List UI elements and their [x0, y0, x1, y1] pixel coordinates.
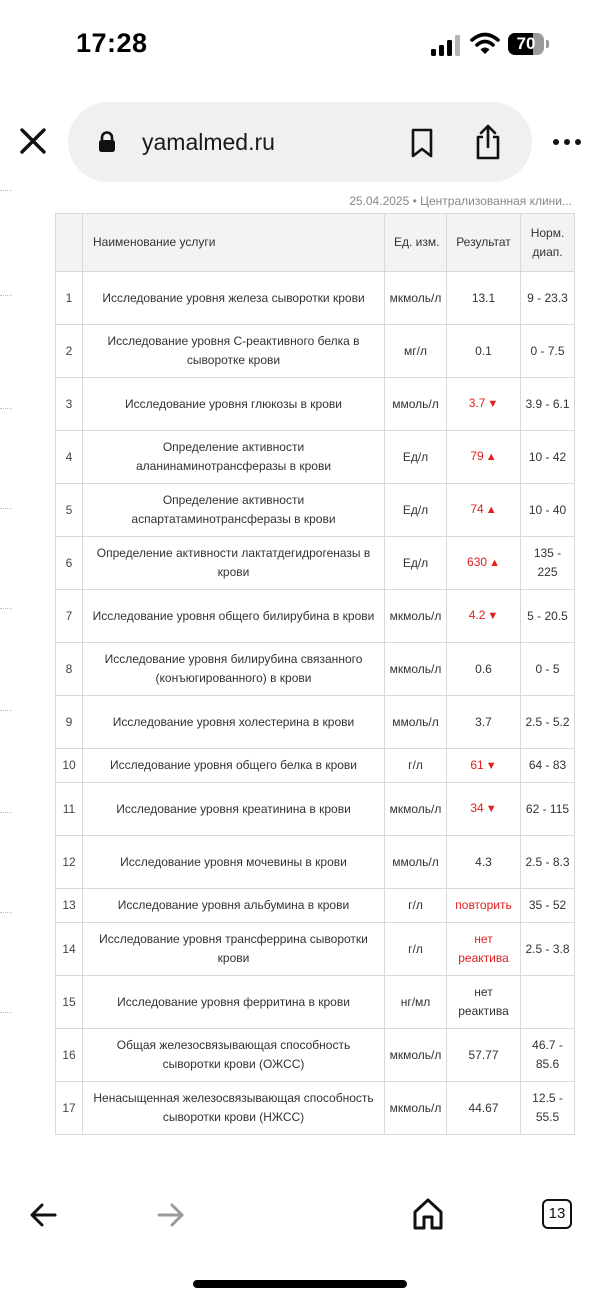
result-cell	[447, 976, 521, 1029]
table-row	[56, 325, 575, 378]
left-edge-marker	[0, 190, 12, 193]
result-value: 0.1	[475, 343, 492, 358]
header-result: Результат	[447, 214, 521, 272]
unit-cell: мг/л	[385, 325, 447, 378]
range-cell: 2.5 - 5.2	[521, 696, 575, 749]
page-meta: 25.04.2025 • Централизованная клини...	[349, 194, 572, 208]
result-cell	[447, 696, 521, 749]
home-indicator	[193, 1280, 407, 1288]
result-cell	[447, 325, 521, 378]
result-value: 57.77	[468, 1047, 499, 1062]
row-index: 13	[56, 889, 83, 923]
unit-cell: Ед/л	[385, 537, 447, 590]
unit-cell: г/л	[385, 749, 447, 783]
row-index: 7	[56, 590, 83, 643]
arrow-down-icon: ▼	[485, 803, 497, 815]
unit-cell: г/л	[385, 889, 447, 923]
service-name: Исследование уровня С-реактивного белка в сыворотке крови	[83, 325, 385, 378]
table-header-row	[56, 214, 575, 272]
service-name: Исследование уровня общего билирубина в крови	[83, 590, 385, 643]
range-cell: 0 - 5	[521, 643, 575, 696]
battery-icon	[508, 33, 550, 55]
table-row	[56, 484, 575, 537]
result-cell	[447, 749, 521, 783]
range-cell	[521, 976, 575, 1029]
result-value: 61	[470, 757, 484, 772]
result-cell	[447, 836, 521, 889]
table-row	[56, 537, 575, 590]
result-value: 74	[470, 502, 484, 516]
range-cell: 64 - 83	[521, 749, 575, 783]
arrow-down-icon: ▼	[485, 759, 497, 772]
row-index: 10	[56, 749, 83, 783]
header-index	[56, 214, 83, 272]
result-cell	[447, 923, 521, 976]
result-cell	[447, 783, 521, 836]
table-row	[56, 783, 575, 836]
unit-cell: Ед/л	[385, 431, 447, 484]
wifi-icon	[470, 32, 500, 56]
result-value: 79	[470, 449, 484, 463]
result-cell	[447, 1082, 521, 1135]
service-name: Исследование уровня холестерина в крови	[83, 696, 385, 749]
range-cell: 62 - 115	[521, 783, 575, 836]
range-cell: 2.5 - 8.3	[521, 836, 575, 889]
result-value: нет реактива	[458, 932, 509, 965]
service-name: Ненасыщенная железосвязывающая способность сыворотки крови (НЖСС)	[83, 1082, 385, 1135]
result-cell	[447, 590, 521, 643]
address-bar[interactable]	[68, 102, 532, 182]
row-index: 11	[56, 783, 83, 836]
row-index: 16	[56, 1029, 83, 1082]
table-row	[56, 1029, 575, 1082]
range-cell: 46.7 - 85.6	[521, 1029, 575, 1082]
service-name: Исследование уровня креатинина в крови	[83, 783, 385, 836]
range-cell: 12.5 - 55.5	[521, 1082, 575, 1135]
result-value: повторить	[455, 898, 512, 912]
range-cell: 5 - 20.5	[521, 590, 575, 643]
service-name: Определение активности лактатдегидрогеназы в крови	[83, 537, 385, 590]
service-name: Исследование уровня железа сыворотки крови	[83, 272, 385, 325]
row-index: 6	[56, 537, 83, 590]
cellular-signal-icon	[430, 34, 460, 56]
table-row	[56, 696, 575, 749]
arrow-down-icon: ▼	[487, 610, 499, 622]
unit-cell: г/л	[385, 923, 447, 976]
result-value: 44.67	[468, 1100, 499, 1115]
forward-arrow-icon[interactable]	[156, 1202, 186, 1228]
table-row	[56, 749, 575, 783]
range-cell: 3.9 - 6.1	[521, 378, 575, 431]
result-value: 3.7	[475, 714, 492, 729]
table-row	[56, 431, 575, 484]
arrow-up-icon: ▲	[485, 504, 497, 516]
left-edge-marker	[0, 812, 12, 815]
result-cell	[447, 889, 521, 923]
row-index: 5	[56, 484, 83, 537]
table-row	[56, 889, 575, 923]
service-name: Исследование уровня альбумина в крови	[83, 889, 385, 923]
battery-level: 70	[516, 34, 536, 53]
arrow-down-icon: ▼	[487, 398, 499, 410]
service-name: Исследование уровня ферритина в крови	[83, 976, 385, 1029]
result-value: 34	[470, 801, 484, 815]
row-index: 17	[56, 1082, 83, 1135]
left-edge-marker	[0, 1012, 12, 1015]
range-cell: 10 - 42	[521, 431, 575, 484]
left-edge-marker	[0, 408, 12, 411]
result-value: 3.7	[468, 396, 486, 410]
arrow-up-icon: ▲	[485, 451, 497, 463]
left-edge-marker	[0, 295, 12, 298]
tabs-count-button[interactable]: 13	[542, 1199, 572, 1229]
service-name: Исследование уровня мочевины в крови	[83, 836, 385, 889]
lock-icon	[98, 131, 116, 153]
service-name: Исследование уровня глюкозы в крови	[83, 378, 385, 431]
service-name: Определение активности аспартатаминотрансферазы в крови	[83, 484, 385, 537]
result-cell	[447, 431, 521, 484]
unit-cell: нг/мл	[385, 976, 447, 1029]
bookmark-icon[interactable]	[410, 128, 434, 158]
unit-cell: мкмоль/л	[385, 783, 447, 836]
status-bar	[0, 0, 600, 90]
unit-cell: ммоль/л	[385, 696, 447, 749]
result-cell	[447, 484, 521, 537]
table-row	[56, 643, 575, 696]
result-value: 630	[467, 555, 488, 569]
row-index: 1	[56, 272, 83, 325]
row-index: 4	[56, 431, 83, 484]
home-icon[interactable]	[412, 1197, 444, 1231]
close-icon[interactable]	[18, 126, 48, 156]
table-row	[56, 976, 575, 1029]
unit-cell: мкмоль/л	[385, 590, 447, 643]
bottom-navigation	[0, 1180, 600, 1250]
header-range: Норм. диап.	[521, 214, 575, 272]
status-time: 17:28	[76, 28, 148, 58]
result-value: 0.6	[475, 661, 492, 676]
arrow-up-icon: ▲	[489, 557, 500, 569]
row-index: 15	[56, 976, 83, 1029]
left-edge-marker	[0, 508, 12, 511]
left-edge-marker	[0, 710, 12, 713]
table-row	[56, 378, 575, 431]
unit-cell: ммоль/л	[385, 378, 447, 431]
range-cell: 9 - 23.3	[521, 272, 575, 325]
unit-cell: мкмоль/л	[385, 1029, 447, 1082]
service-name: Исследование уровня трансферрина сыворотки крови	[83, 923, 385, 976]
row-index: 2	[56, 325, 83, 378]
range-cell: 135 - 225	[521, 537, 575, 590]
service-name: Определение активности аланинаминотрансферазы в крови	[83, 431, 385, 484]
result-cell	[447, 643, 521, 696]
range-cell: 35 - 52	[521, 889, 575, 923]
result-cell	[447, 537, 521, 590]
header-unit: Ед. изм.	[385, 214, 447, 272]
row-index: 8	[56, 643, 83, 696]
service-name: Общая железосвязывающая способность сыворотки крови (ОЖСС)	[83, 1029, 385, 1082]
result-value: 4.2	[468, 608, 486, 622]
table-row	[56, 836, 575, 889]
table-row	[56, 590, 575, 643]
lab-results-table	[55, 213, 575, 1135]
result-cell	[447, 272, 521, 325]
row-index: 9	[56, 696, 83, 749]
table-row	[56, 923, 575, 976]
range-cell: 10 - 40	[521, 484, 575, 537]
share-icon[interactable]	[474, 124, 502, 160]
row-index: 14	[56, 923, 83, 976]
service-name: Исследование уровня общего белка в крови	[83, 749, 385, 783]
unit-cell: мкмоль/л	[385, 272, 447, 325]
row-index: 12	[56, 836, 83, 889]
left-edge-marker	[0, 608, 12, 611]
unit-cell: ммоль/л	[385, 836, 447, 889]
result-cell	[447, 378, 521, 431]
result-cell	[447, 1029, 521, 1082]
more-options-icon[interactable]	[552, 132, 582, 152]
back-arrow-icon[interactable]	[28, 1202, 58, 1228]
result-value: нет реактива	[458, 985, 509, 1018]
range-cell: 2.5 - 3.8	[521, 923, 575, 976]
row-index: 3	[56, 378, 83, 431]
header-name: Наименование услуги	[83, 214, 385, 272]
result-value: 13.1	[471, 290, 496, 305]
table-row	[56, 272, 575, 325]
unit-cell: мкмоль/л	[385, 643, 447, 696]
unit-cell: Ед/л	[385, 484, 447, 537]
table-row	[56, 1082, 575, 1135]
url-text: yamalmed.ru	[142, 129, 275, 155]
left-edge-marker	[0, 912, 12, 915]
range-cell: 0 - 7.5	[521, 325, 575, 378]
browser-toolbar	[0, 100, 600, 184]
unit-cell: мкмоль/л	[385, 1082, 447, 1135]
result-value: 4.3	[475, 854, 492, 869]
service-name: Исследование уровня билирубина связанного (конъюгированного) в крови	[83, 643, 385, 696]
